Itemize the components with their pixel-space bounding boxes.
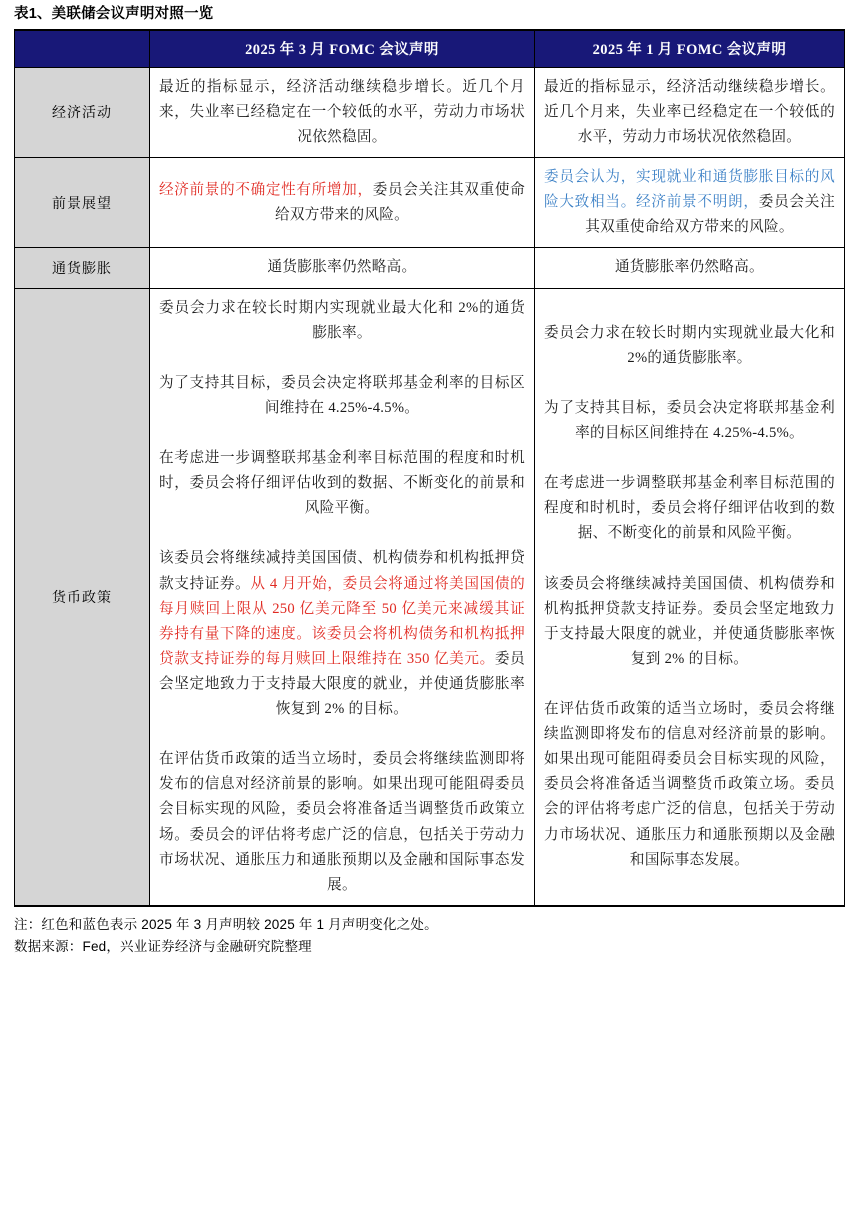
statement-text-black: 该委员会将继续减持美国国债、机构债券和机构抵押贷款支持证券。: [159, 550, 525, 592]
statement-text-black: 为了支持其目标，委员会决定将联邦基金利率的目标区间维持在 4.25%-4.5%。: [159, 374, 525, 416]
statement-cell: [535, 288, 845, 906]
statement-cell: [535, 248, 845, 288]
header-row: [15, 30, 845, 68]
header-cell-january: 2025 年 1 月 FOMC 会议声明: [535, 30, 845, 68]
statement-text-black: 在考虑进一步调整联邦基金利率目标范围的程度和时机时，委员会将仔细评估收到的数据、不断变化的前景和风险平衡。: [159, 450, 525, 517]
statement-text-black: 在评估货币政策的适当立场时，委员会将继续监测即将发布的信息对经济前景的影响。如果出现可能阻碍委员会目标实现的风险，委员会将准备适当调整货币政策立场。委员会的评估将考虑广泛的信息，包括关于劳动力市场状况、通胀压力和通胀预期以及金融和国际事态发展。: [544, 701, 835, 868]
statement-paragraph: [544, 697, 835, 873]
statement-text-black: 在评估货币政策的适当立场时，委员会将继续监测即将发布的信息对经济前景的影响。如果出现可能阻碍委员会目标实现的风险，委员会将准备适当调整货币政策立场。委员会的评估将考虑广泛的信息，包括关于劳动力市场状况、通胀压力和通胀预期以及金融和国际事态发展。: [159, 751, 525, 893]
note-text: 注：红色和蓝色表示 2025 年 3 月声明较 2025 年 1 月声明变化之处。: [14, 916, 438, 932]
source-text: 数据来源：Fed，兴业证券经济与金融研究院整理: [14, 939, 312, 955]
table-body: [15, 67, 845, 905]
statement-paragraph: [544, 321, 835, 371]
table-row: [15, 158, 845, 248]
statement-text-black: 最近的指标显示，经济活动继续稳步增长。近几个月来，失业率已经稳定在一个较低的水平，劳动力市场状况依然稳固。: [544, 78, 835, 146]
statement-paragraph: [159, 75, 525, 150]
statement-text-black: 为了支持其目标，委员会决定将联邦基金利率的目标区间维持在 4.25%-4.5%。: [544, 399, 835, 441]
row-label-货币政策: 货币政策: [15, 288, 150, 906]
table-header: [15, 30, 845, 68]
statement-paragraph: [159, 747, 525, 898]
fomc-comparison-table: [14, 29, 845, 907]
statement-paragraph: [159, 446, 525, 521]
statement-text-red: 从 4 月开始，委员会将通过将美国国债的每月赎回上限从 250 亿美元降至 50 亿美元来减缓其证券持有量下降的速度。该委员会将机构债务和机构抵押贷款支持证券的每月赎回上限维持在 350 亿美元。: [159, 575, 525, 667]
page-title: 表1、美联储会议声明对照一览: [14, 6, 214, 22]
statement-paragraph: [159, 546, 525, 722]
statement-cell: [150, 248, 535, 288]
statement-text-red: 经济前景的不确定性有所增加，: [159, 181, 373, 198]
header-cell-blank: [15, 30, 150, 68]
statement-paragraph: [544, 471, 835, 546]
statement-text-black: 通货膨胀率仍然略高。: [615, 259, 764, 276]
table-row: [15, 248, 845, 288]
statement-paragraph: [544, 165, 835, 240]
statement-cell: [150, 67, 535, 157]
statement-paragraph: [544, 255, 835, 280]
statement-cell: [535, 158, 845, 248]
statement-text-black: 最近的指标显示，经济活动继续稳步增长。近几个月来，失业率已经稳定在一个较低的水平，劳动力市场状况依然稳固。: [159, 78, 525, 146]
statement-text-black: 委员会力求在较长时期内实现就业最大化和 2%的通货膨胀率。: [159, 299, 525, 341]
table-row: [15, 288, 845, 906]
statement-paragraph: [159, 178, 525, 228]
statement-cell: [150, 158, 535, 248]
statement-text-black: 委员会坚定地致力于支持最大限度的就业，并使通货膨胀率恢复到 2% 的目标。: [159, 650, 525, 718]
statement-text-black: 该委员会将继续减持美国国债、机构债券和机构抵押贷款支持证券。委员会坚定地致力于支持最大限度的就业，并使通货膨胀率恢复到 2% 的目标。: [544, 575, 835, 667]
statement-text-black: 委员会力求在较长时期内实现就业最大化和 2%的通货膨胀率。: [544, 324, 835, 366]
row-label-前景展望: 前景展望: [15, 158, 150, 248]
statement-cell: [535, 67, 845, 157]
row-label-经济活动: 经济活动: [15, 67, 150, 157]
statement-paragraph: [159, 255, 525, 280]
statement-paragraph: [159, 371, 525, 421]
header-cell-march: 2025 年 3 月 FOMC 会议声明: [150, 30, 535, 68]
table-row: [15, 67, 845, 157]
statement-text-black: 在考虑进一步调整联邦基金利率目标范围的程度和时机时，委员会将仔细评估收到的数据、不断变化的前景和风险平衡。: [544, 475, 835, 542]
statement-paragraph: [159, 296, 525, 346]
statement-paragraph: [544, 572, 835, 672]
statement-text-black: 委员会关注其双重使命给双方带来的风险。: [274, 181, 525, 223]
table-notes: [14, 907, 844, 959]
statement-paragraph: [544, 396, 835, 446]
row-label-通货膨胀: 通货膨胀: [15, 248, 150, 288]
statement-text-black: 通货膨胀率仍然略高。: [267, 259, 417, 276]
statement-paragraph: [544, 75, 835, 150]
statement-text-blue: 委员会认为，实现就业和通货膨胀目标的风险大致相当。经济前景不明朗，: [544, 169, 835, 211]
statement-text-black: 委员会关注其双重使命给双方带来的风险。: [585, 194, 835, 236]
statement-cell: [150, 288, 535, 906]
